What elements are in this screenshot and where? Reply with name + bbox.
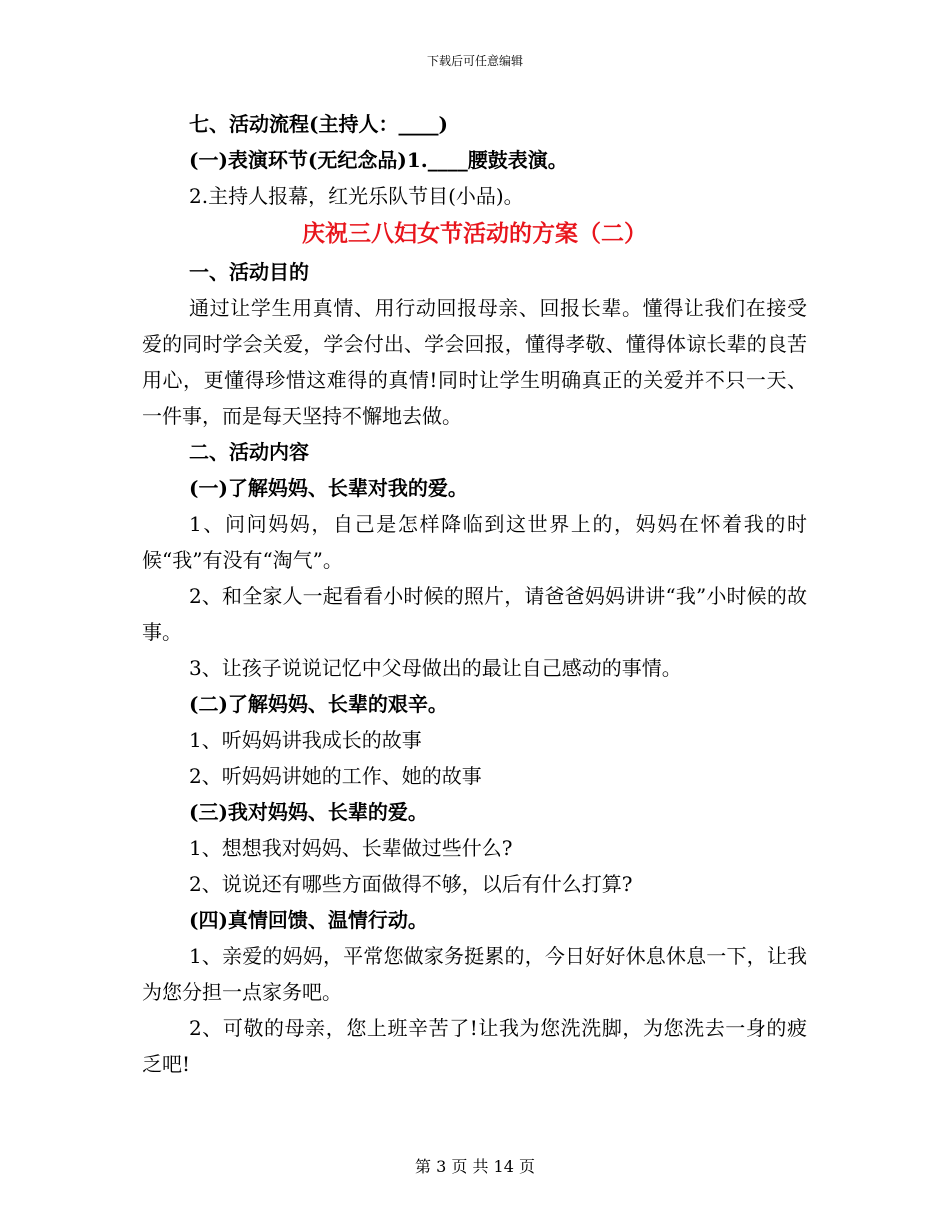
list-item: 2、听妈妈讲她的工作、她的故事 <box>189 764 482 788</box>
list-item: 1、问问妈妈，自己是怎样降临到这世界上的，妈妈在怀着我的时候“我”有没有“淘气”。 <box>142 512 807 572</box>
document-title: 庆祝三八妇女节活动的方案（二） <box>302 220 647 247</box>
document-body <box>142 106 807 1082</box>
subsection-heading-1: (一)了解妈妈、长辈对我的爱。 <box>189 476 468 500</box>
page-footer: 第 3 页 共 14 页 <box>415 1157 535 1176</box>
paragraph-purpose: 通过让学生用真情、用行动回报母亲、回报长辈。懂得让我们在接受爱的同时学会关爱，学会付出、学会回报，懂得孝敬、懂得体谅长辈的良苦用心，更懂得珍惜这难得的真情!同时让学生明确真正的关爱并不只一天、一件事，而是每天坚持不懈地去做。 <box>142 296 807 428</box>
list-item: 2、和全家人一起看看小时候的照片，请爸爸妈妈讲讲“我”小时候的故事。 <box>142 584 807 644</box>
subsection-heading-3: (三)我对妈妈、长辈的爱。 <box>189 800 428 824</box>
section-heading-content: 二、活动内容 <box>189 440 309 464</box>
list-item: 1、想想我对妈妈、长辈做过些什么? <box>189 836 513 860</box>
list-item: 2、可敬的母亲，您上班辛苦了!让我为您洗洗脚，为您洗去一身的疲乏吧! <box>142 1016 807 1076</box>
list-item: 2.主持人报幕，红光乐队节目(小品)。 <box>189 184 524 208</box>
section-heading-flow: 七、活动流程(主持人：____) <box>189 112 448 136</box>
list-item: 1、亲爱的妈妈，平常您做家务挺累的，今日好好休息休息一下，让我为您分担一点家务吧。 <box>142 944 807 1004</box>
subsection-heading-2: (二)了解妈妈、长辈的艰辛。 <box>189 692 448 716</box>
subsection-performance: (一)表演环节(无纪念品)1.____腰鼓表演。 <box>189 148 568 172</box>
list-item: 1、听妈妈讲我成长的故事 <box>189 728 422 752</box>
subsection-heading-4: (四)真情回馈、温情行动。 <box>189 908 428 932</box>
section-heading-purpose: 一、活动目的 <box>189 260 309 284</box>
page-header: 下载后可任意编辑 <box>426 54 523 68</box>
list-item: 2、说说还有哪些方面做得不够，以后有什么打算? <box>189 872 633 896</box>
list-item: 3、让孩子说说记忆中父母做出的最让自己感动的事情。 <box>189 656 682 680</box>
